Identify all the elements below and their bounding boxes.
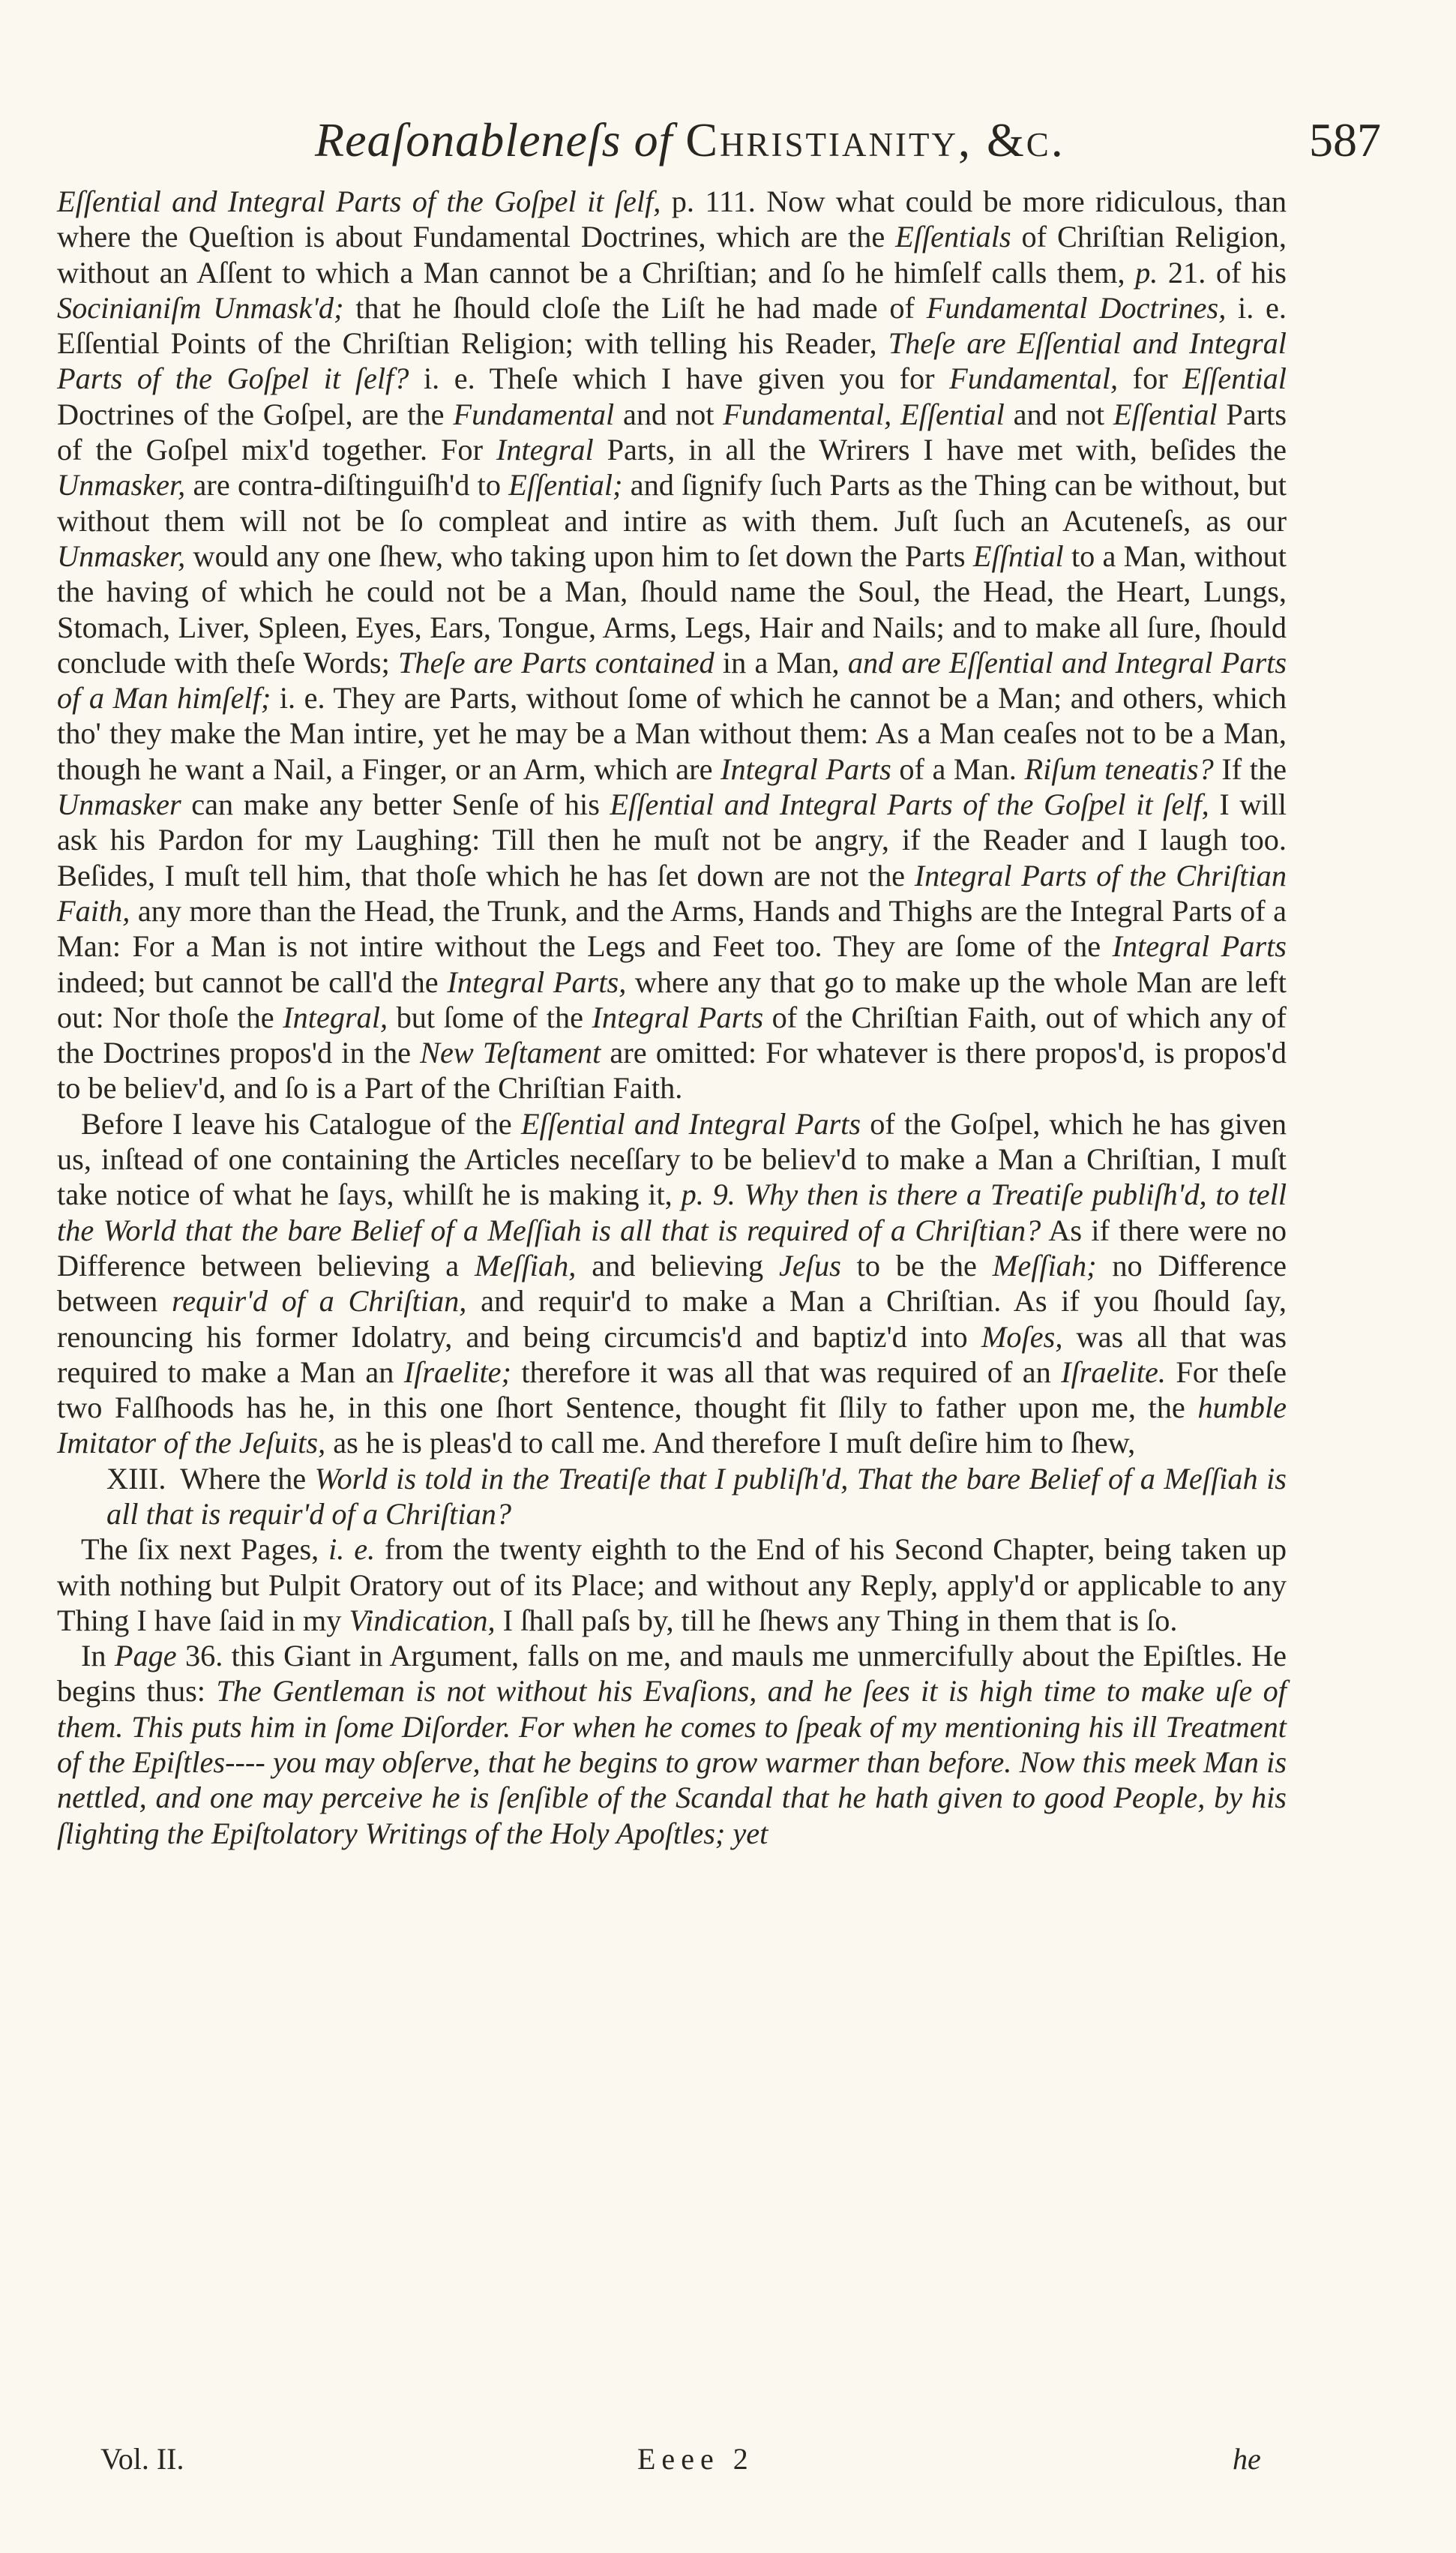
italic-run: Eſſential and Integral Parts of the Goſpel it ſelf, [57, 184, 661, 218]
italic-run: Eſſntial [972, 538, 1064, 573]
italic-run: Eſſential [900, 397, 1005, 431]
italic-run: Fundamental, [949, 362, 1119, 396]
text-run: in a Man, [714, 645, 848, 680]
text-run: As if there were no Difference between believing a [57, 1213, 1287, 1282]
volume-label: Vol. II. [100, 2442, 184, 2476]
text-run: of a Man. [891, 752, 1025, 786]
text-run: that he ſhould cloſe the Liſt he had made of [343, 290, 927, 325]
italic-run: Eſſential [1113, 397, 1218, 431]
text-run: Parts, in all the Wrirers I have met with, beſides the [593, 433, 1287, 467]
text-run: of Chriſtian Religion, without an Aſſent to which a Man cannot be a Chriſtian; and ſo he himſelf calls them, [57, 220, 1287, 290]
italic-run: Eſſential and Integral Parts [520, 1106, 861, 1141]
italic-run: World is told in the Treatiſe that I publiſh'd, That the bare Belief of a Meſſiah is all that is requir'd of a Chriſtian? [106, 1461, 1287, 1531]
text-run: for [1118, 362, 1183, 396]
text-run: was all that was required to make a Man an [57, 1319, 1287, 1389]
italic-run: Theſe are Eſſential and Integral Parts of the Goſpel it ſelf? [57, 326, 1287, 396]
text-run: I will ask his Pardon for my Laughing: Till then he muſt not be angry, if the Reader and I laugh too. Beſides, I muſt tell him, that thoſe which he has ſet down are not the [57, 788, 1287, 892]
section-number: XIII. [106, 1461, 166, 1496]
italic-run: and are Eſſential and Integral Parts of a Man himſelf; [57, 645, 1287, 716]
italic-run: requir'd of a Chriſtian, [171, 1284, 467, 1318]
text-run: can make any better Senſe of his [181, 788, 610, 822]
italic-run: Unmasker, [57, 468, 186, 502]
italic-run: Page [114, 1639, 177, 1673]
text-run: Parts of the Goſpel mix'd together. For [57, 397, 1287, 467]
text-run: and not [1004, 397, 1113, 431]
italic-run: Unmasker, [57, 538, 186, 573]
text-run: For theſe two Falſhoods has he, in this one ſhort Sentence, thought fit ſlily to father upon me, the [57, 1354, 1287, 1425]
italic-run: p. 9. Why then is there a Treatiſe publiſh'd, to tell the World that the bare Belief of a Meſſiah is all that is required of a Chriſtian? [57, 1178, 1287, 1247]
italic-run: Jeſus [779, 1248, 841, 1282]
text-run: from the twenty eighth to the End of his Second Chapter, being taken up with nothing but Pulpit Oratory out of its Place; and without any Reply, apply'd or applicable to any Thing I have ſaid in my [57, 1532, 1287, 1637]
italic-run: Integral, [283, 1000, 388, 1034]
text-run: i. e. They are Parts, without ſome of which he cannot be a Man; and others, which tho' they make the Man intire, yet he may be a Man without them: As a Man ceaſes not to be a Man, though he want a Nail, a Finger, or an Arm, which are [57, 681, 1287, 786]
text-run: The ſix next Pages, [81, 1532, 329, 1567]
text-run: to be the [840, 1248, 993, 1282]
text-run: i. e. Eſſential Points of the Chriſtian Religion; with telling his Reader, [57, 290, 1287, 361]
text-run: of the Chriſtian Faith, out of which any of the Doctrines propos'd in the [57, 1000, 1287, 1070]
running-title [315, 112, 1065, 168]
text-run: Before I leave his Catalogue of the [81, 1106, 521, 1141]
text-run: as he is pleas'd to call me. And therefore I muſt deſire him to ſhew, [325, 1426, 1136, 1460]
paragraph-1 [57, 184, 1287, 1106]
text-run: p. 111. Now what could be more ridiculous, than where the Queſtion is about Fundamental Doctrines, which are the [57, 184, 1287, 254]
running-title-italic: Reaſonableneſs of [315, 113, 673, 166]
italic-run: Eſſentials [895, 220, 1011, 254]
italic-run: Unmasker [57, 788, 181, 822]
italic-run: Moſes, [981, 1319, 1063, 1354]
text-run: i. e. Theſe which I have given you for [409, 362, 950, 396]
italic-run: Integral Parts [1112, 929, 1287, 964]
italic-run: Iſraelite; [403, 1354, 511, 1389]
text-run: In [81, 1639, 115, 1673]
page-body [57, 184, 1287, 1851]
text-run: would any one ſhew, who taking upon him to ſet down the Parts [185, 538, 973, 573]
italic-run: Integral Parts [592, 1000, 764, 1034]
running-title-caps: Christianity, &c. [685, 113, 1065, 166]
text-run: and ſignify ſuch Parts as the Thing can be without, but without them will not be ſo compleat and intire as with them. Juſt ſuch an Acuteneſs, as our [57, 468, 1287, 538]
italic-run: Meſſiah, [474, 1248, 577, 1282]
italic-run: Meſſiah; [992, 1248, 1097, 1282]
italic-run: Integral [496, 433, 594, 467]
paragraph-4 [57, 1638, 1287, 1851]
italic-run: Eſſential; [508, 468, 623, 502]
text-run: 21. of his [1158, 255, 1287, 290]
italic-run: Riſum teneatis? [1024, 752, 1214, 786]
italic-run: Integral Parts [721, 752, 891, 786]
italic-run: Theſe are Parts contained [398, 645, 715, 680]
italic-run: Eſſential and Integral Parts of the Goſpel it ſelf, [610, 788, 1209, 822]
italic-run: Socinianiſm Unmask'd; [57, 290, 344, 325]
italic-run: New Teſtament [420, 1036, 601, 1070]
text-run: therefore it was all that was required of an [511, 1354, 1062, 1389]
paragraph-3 [57, 1532, 1287, 1638]
text-run: I ſhall paſs by, till he ſhews any Thing in them that is ſo. [495, 1603, 1178, 1637]
italic-run: The Gentleman is not without his Evaſions, and he ſees it is high time to make uſe of them. This puts him in ſome Diſorder. For when he comes to ſpeak of my mentioning his ill Treatment of the Epiſtles---- you may obſerve, that he begins to grow warmer than before. Now this meek Man is nettled, and one may perceive he is ſenſible of the Scandal that he hath given to good People, by his ſlighting the Epiſtolatory Writings of the Holy Apoſtles; yet [57, 1674, 1287, 1850]
section-heading-text [106, 1462, 1287, 1531]
italic-run: Vindication, [349, 1603, 496, 1637]
text-run: to a Man, without the having of which he could not be a Man, ſhould name the Soul, the Head, the Heart, Lungs, Stomach, Liver, Spleen, Eyes, Ears, Tongue, Arms, Legs, Hair and Nails; and to make all ſure, ſhould conclude with theſe Words; [57, 538, 1287, 680]
italic-run: Eſſential [1182, 362, 1287, 396]
italic-run: Integral Parts of the Chriſtian Faith, [57, 858, 1287, 928]
catchword: he [1233, 2442, 1261, 2476]
text-run [891, 398, 900, 431]
page-footer [0, 2441, 1456, 2486]
text-run: If the [1213, 752, 1287, 786]
italic-run: Fundamental, [723, 397, 892, 431]
italic-run: humble Imitator of the Jeſuits, [57, 1390, 1287, 1460]
text-run: but ſome of the [388, 1000, 592, 1034]
text-run: indeed; but cannot be call'd the [57, 964, 448, 999]
text-run: no Difference between [57, 1248, 1287, 1318]
text-run: where any that go to make up the whole Man are left out: Nor thoſe the [57, 964, 1287, 1034]
page-number: 587 [1309, 113, 1381, 166]
text-run: Where the [180, 1461, 315, 1496]
paragraph-2 [57, 1106, 1287, 1461]
text-run: are contra-diſtinguiſh'd to [185, 468, 509, 502]
italic-run: Iſraelite. [1061, 1354, 1167, 1389]
italic-run: Integral Parts, [447, 964, 627, 999]
italic-run: Fundamental Doctrines, [926, 290, 1227, 325]
text-run: any more than the Head, the Trunk, and the Arms, Hands and Thighs are the Integral Parts of a Man: For a Man is not intire without the Legs and Feet too. They are ſome of the [57, 893, 1287, 964]
text-run: and believing [576, 1248, 779, 1282]
italic-run: i. e. [328, 1532, 376, 1567]
section-heading [57, 1461, 1287, 1532]
text-run: 36. this Giant in Argument, falls on me, and mauls me unmercifully about the Epiſtles. He begins thus: [57, 1639, 1287, 1708]
text-run: and requir'd to make a Man a Chriſtian. As if you ſhould ſay, renouncing his former Idolatry, and being circumcis'd and baptiz'd into [57, 1284, 1287, 1354]
page-header [0, 112, 1456, 172]
text-run: are omitted: For whatever is there propos'd, is propos'd to be believ'd, and ſo is a Part of the Chriſtian Faith. [57, 1036, 1287, 1106]
text-run: of the Goſpel, which he has given us, inſtead of one containing the Articles neceſſary to be believ'd to make a Man a Chriſtian, I muſt take notice of what he ſays, whilſt he is making it, [57, 1106, 1287, 1212]
text-run: and not [614, 397, 724, 431]
italic-run: Fundamental [453, 397, 615, 431]
italic-run: p. [1135, 255, 1158, 290]
text-run: Doctrines of the Goſpel, are the [57, 397, 454, 431]
signature-mark: Eeee 2 [637, 2442, 754, 2476]
